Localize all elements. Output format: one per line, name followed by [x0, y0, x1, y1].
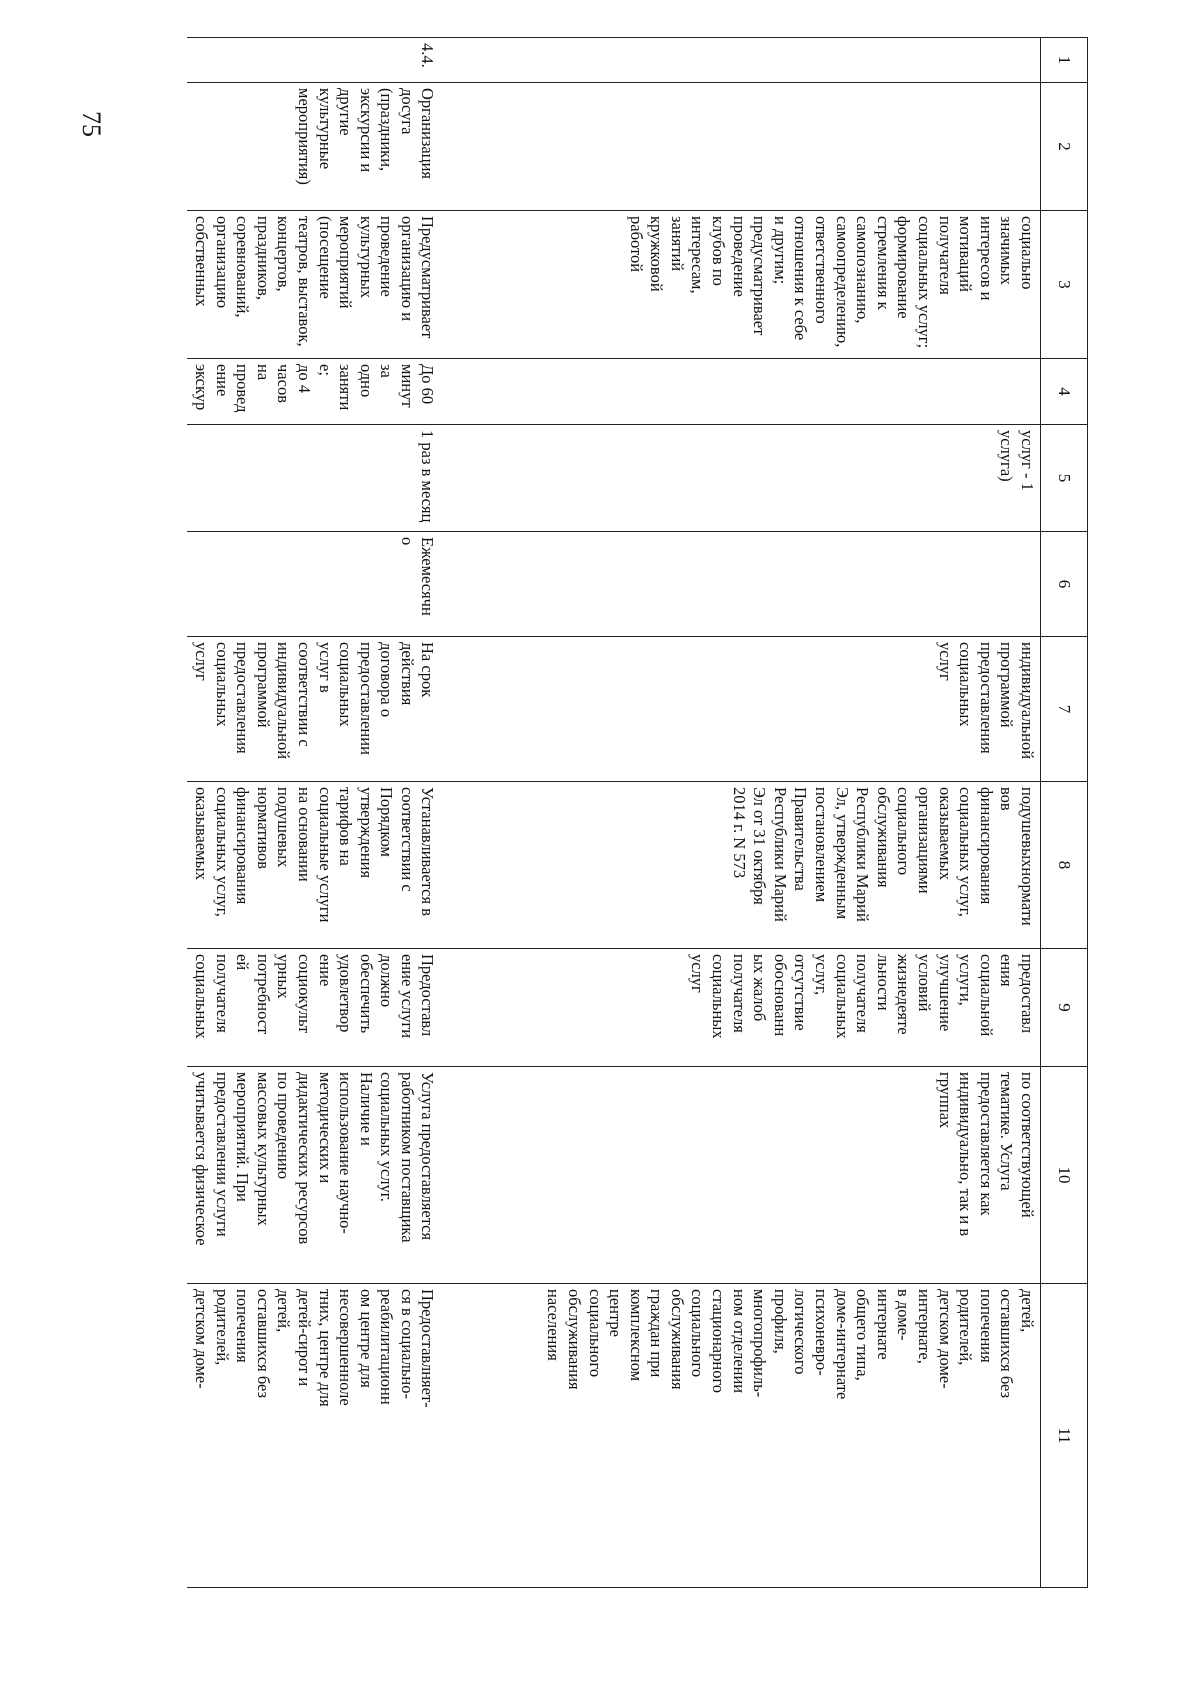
cell-service-name	[441, 83, 1041, 211]
cell-number	[441, 38, 1041, 83]
cell-provider: Предоставлняет- ся в социально- реабилитационн ом центре для несовершенноле тних, центре для детей-сирот и детей, оставшихся без попечения родителей, детском доме-	[187, 1284, 440, 1588]
column-header-11: 11	[1041, 1284, 1088, 1588]
rotated-table-sheet	[146, 37, 1088, 1587]
services-table	[187, 37, 1088, 1588]
table-row-continuation	[441, 38, 1041, 1588]
column-header-3: 3	[1041, 211, 1088, 359]
cell-periodicity	[441, 532, 1041, 637]
column-header-5: 5	[1041, 425, 1088, 532]
cell-tariff: Устанавливается в соответствии с Порядком утверждения тарифов на социальные услуги на основании подушевых нормативов финансирования социальных услуг, оказываемых	[187, 782, 440, 949]
cell-term: На срок действия договора о предоставлении социальных услуг в соответствии с индивидуальной программой предоставления социальных услуг	[187, 637, 440, 782]
cell-term: индивидуальной программой предоставления социальных услуг	[441, 637, 1041, 782]
cell-service-name: Организация досуга (праздники, экскурсии и другие культурные мероприятия)	[187, 83, 440, 211]
page-number: 75	[77, 111, 106, 137]
cell-periodicity: Ежемесячн о	[187, 532, 440, 637]
column-number-header-row	[1041, 38, 1088, 1588]
cell-duration	[441, 359, 1041, 425]
column-header-7: 7	[1041, 637, 1088, 782]
cell-volume: услуг - 1 услуга)	[441, 425, 1041, 532]
cell-number: 4.4.	[187, 38, 440, 83]
cell-description: социально значимых интересов и мотиваций получателя социальных услуг; формирование стремления к самопознанию, самоопределению, ответственного отношения к себе и другим; предусматривает проведение клубов по интересам, занятий кружковой работой	[441, 211, 1041, 359]
column-header-8: 8	[1041, 782, 1088, 949]
column-header-4: 4	[1041, 359, 1088, 425]
cell-conditions: Услуга предоставляется работником поставщика социальных услуг. Наличие и использование научно- методических и дидактических ресурсов по проведению массовых культурных мероприятий. При предоставлении услуги учитывается физическое	[187, 1067, 440, 1284]
column-header-2: 2	[1041, 83, 1088, 211]
cell-quality-indicators: Предоставл ение услуги должно обеспечить удовлетвор ение социокульт урных потребност ей получателя социальных	[187, 949, 440, 1067]
cell-duration: До 60 минут за одно заняти е; до 4 часов на провед ение экскур	[187, 359, 440, 425]
cell-conditions: по соответствующей тематике. Услуга предоставляется как индивидуально, так и в группах	[441, 1067, 1041, 1284]
cell-description: Предусматривает организацию и проведение культурных мероприятий (посещение театров, выставок, концертов, праздников, соревнований, организацию собственных	[187, 211, 440, 359]
cell-quality-indicators: предоставл ения социальной услуги, улучшение условий жизнедеяте льности получателя социальных услуг, отсутствие обоснованн ых жалоб получателя социальных услуг	[441, 949, 1041, 1067]
column-header-9: 9	[1041, 949, 1088, 1067]
table-row-service-4-4	[187, 38, 440, 1588]
cell-tariff: подушевыхнормати вов финансирования социальных услуг, оказываемых организациями социального обслуживания Республики Марий Эл, утвержденным постановлением Правительства Республики Марий Эл от 31 октября 2014 г. N 573	[441, 782, 1041, 949]
column-header-6: 6	[1041, 532, 1088, 637]
column-header-10: 10	[1041, 1067, 1088, 1284]
column-header-1: 1	[1041, 38, 1088, 83]
cell-provider: детей, оставшихся без попечения родителей, детском доме- интернате, в доме- интернате общего типа, доме-интернате психоневро- логического профиля, многопрофиль- ном отделении стационарного социального обслуживания граждан при комплексном центре социального обслуживания населения	[441, 1284, 1041, 1588]
cell-volume: 1 раз в месяц	[187, 425, 440, 532]
